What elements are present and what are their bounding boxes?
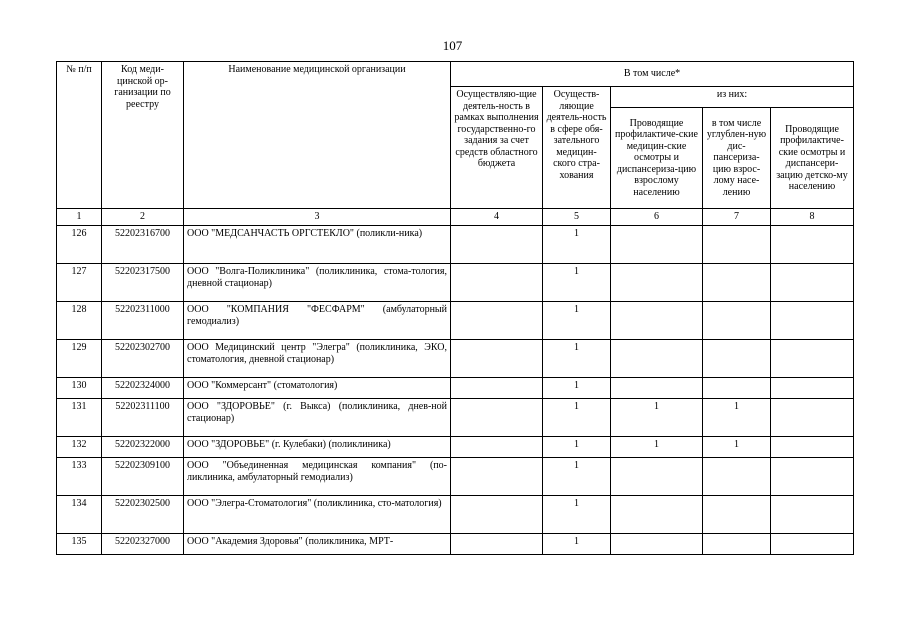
org-name: ООО "Волга-Поликлиника" (поликлиника, стома-тология, дневной стационар) <box>184 264 451 302</box>
cell-child-checkups <box>771 340 854 378</box>
column-number: 1 <box>57 209 102 226</box>
row-number: 131 <box>57 399 102 437</box>
cell-in-depth-checkups <box>703 496 771 534</box>
org-code: 52202311100 <box>102 399 184 437</box>
cell-child-checkups <box>771 496 854 534</box>
cell-adult-checkups <box>611 302 703 340</box>
cell-in-depth-checkups <box>703 264 771 302</box>
table-row <box>57 437 854 458</box>
cell-compulsory-insurance: 1 <box>543 458 611 496</box>
org-code: 52202302700 <box>102 340 184 378</box>
header-org-name: Наименование медицинской организации <box>184 62 451 209</box>
cell-compulsory-insurance: 1 <box>543 534 611 555</box>
cell-adult-checkups <box>611 496 703 534</box>
org-name: ООО Медицинский центр "Элегра" (поликлиника, ЭКО, стоматология, дневной стационар) <box>184 340 451 378</box>
cell-compulsory-insurance: 1 <box>543 302 611 340</box>
table-row <box>57 340 854 378</box>
header-row-number: № п/п <box>57 62 102 209</box>
column-number: 3 <box>184 209 451 226</box>
cell-compulsory-insurance: 1 <box>543 340 611 378</box>
table-row <box>57 226 854 264</box>
row-number: 134 <box>57 496 102 534</box>
org-code: 52202311000 <box>102 302 184 340</box>
cell-regional-budget <box>451 534 543 555</box>
cell-regional-budget <box>451 264 543 302</box>
cell-adult-checkups <box>611 458 703 496</box>
cell-regional-budget <box>451 496 543 534</box>
cell-in-depth-checkups <box>703 226 771 264</box>
cell-in-depth-checkups <box>703 340 771 378</box>
header-regional-budget: Осуществляю-щие деятель-ность в рамках выполнения государственно-го задания за счет средств областного бюджета <box>451 87 543 209</box>
row-number: 135 <box>57 534 102 555</box>
table-row <box>57 496 854 534</box>
org-name: ООО "МЕДСАНЧАСТЬ ОРГСТЕКЛО" (поликли-ника) <box>184 226 451 264</box>
cell-regional-budget <box>451 437 543 458</box>
cell-regional-budget <box>451 399 543 437</box>
header-of-them-group: из них: <box>611 87 854 108</box>
column-number: 6 <box>611 209 703 226</box>
org-code: 52202327000 <box>102 534 184 555</box>
header-child-checkups: Проводящие профилактиче-ские осмотры и диспансери-зацию детско-му населению <box>771 108 854 209</box>
cell-in-depth-checkups <box>703 534 771 555</box>
cell-child-checkups <box>771 399 854 437</box>
cell-adult-checkups <box>611 378 703 399</box>
cell-compulsory-insurance: 1 <box>543 226 611 264</box>
row-number: 133 <box>57 458 102 496</box>
cell-adult-checkups <box>611 264 703 302</box>
org-code: 52202309100 <box>102 458 184 496</box>
cell-compulsory-insurance: 1 <box>543 378 611 399</box>
row-number: 132 <box>57 437 102 458</box>
column-number: 4 <box>451 209 543 226</box>
org-code: 52202322000 <box>102 437 184 458</box>
table-row <box>57 458 854 496</box>
cell-child-checkups <box>771 378 854 399</box>
cell-in-depth-checkups <box>703 458 771 496</box>
cell-in-depth-checkups <box>703 302 771 340</box>
column-number: 8 <box>771 209 854 226</box>
cell-compulsory-insurance: 1 <box>543 399 611 437</box>
header-in-depth-checkups: в том числе углублен-ную дис-пансериза-цию взрос-лому насе-лению <box>703 108 771 209</box>
cell-adult-checkups <box>611 226 703 264</box>
table-row <box>57 264 854 302</box>
column-number: 5 <box>543 209 611 226</box>
cell-adult-checkups: 1 <box>611 399 703 437</box>
table-row <box>57 378 854 399</box>
cell-regional-budget <box>451 226 543 264</box>
row-number: 127 <box>57 264 102 302</box>
organizations-table <box>56 61 854 555</box>
cell-regional-budget <box>451 378 543 399</box>
org-code: 52202316700 <box>102 226 184 264</box>
cell-child-checkups <box>771 264 854 302</box>
table-row <box>57 302 854 340</box>
cell-compulsory-insurance: 1 <box>543 496 611 534</box>
column-numbers-row <box>57 209 854 226</box>
cell-in-depth-checkups: 1 <box>703 399 771 437</box>
org-code: 52202324000 <box>102 378 184 399</box>
cell-adult-checkups: 1 <box>611 437 703 458</box>
column-number: 7 <box>703 209 771 226</box>
cell-child-checkups <box>771 226 854 264</box>
header-adult-checkups: Проводящие профилактиче-ские медицин-ские осмотры и диспансериза-цию взрослому населению <box>611 108 703 209</box>
org-name: ООО "КОМПАНИЯ "ФЕСФАРМ" (амбулаторный гемодиализ) <box>184 302 451 340</box>
cell-in-depth-checkups <box>703 378 771 399</box>
cell-child-checkups <box>771 302 854 340</box>
org-code: 52202302500 <box>102 496 184 534</box>
cell-in-depth-checkups: 1 <box>703 437 771 458</box>
cell-adult-checkups <box>611 340 703 378</box>
org-name: ООО "Академия Здоровья" (поликлиника, МРТ- <box>184 534 451 555</box>
table-body <box>57 226 854 555</box>
page-number: 107 <box>442 38 463 53</box>
org-name: ООО "Элегра-Стоматология" (поликлиника, сто-матология) <box>184 496 451 534</box>
cell-child-checkups <box>771 437 854 458</box>
cell-compulsory-insurance: 1 <box>543 437 611 458</box>
cell-child-checkups <box>771 534 854 555</box>
cell-adult-checkups <box>611 534 703 555</box>
cell-regional-budget <box>451 340 543 378</box>
org-code: 52202317500 <box>102 264 184 302</box>
table-row <box>57 534 854 555</box>
cell-regional-budget <box>451 302 543 340</box>
row-number: 130 <box>57 378 102 399</box>
cell-compulsory-insurance: 1 <box>543 264 611 302</box>
cell-child-checkups <box>771 458 854 496</box>
org-name: ООО "Объединенная медицинская компания" (по-ликлиника, амбулаторный гемодиализ) <box>184 458 451 496</box>
org-name: ООО "ЗДОРОВЬЕ" (г. Выкса) (поликлиника, днев-ной стационар) <box>184 399 451 437</box>
header-compulsory-insurance: Осуществ-ляющие деятель-ность в сфере обя-зательного медицин-ского стра-хования <box>543 87 611 209</box>
row-number: 126 <box>57 226 102 264</box>
header-including-group: В том числе* <box>451 62 854 87</box>
column-number: 2 <box>102 209 184 226</box>
row-number: 129 <box>57 340 102 378</box>
header-org-code: Код меди-цинской ор-ганизации по реестру <box>102 62 184 209</box>
org-name: ООО "ЗДОРОВЬЕ" (г. Кулебаки) (поликлиника) <box>184 437 451 458</box>
org-name: ООО "Коммерсант" (стоматология) <box>184 378 451 399</box>
row-number: 128 <box>57 302 102 340</box>
table-row <box>57 399 854 437</box>
table-header <box>57 62 854 226</box>
cell-regional-budget <box>451 458 543 496</box>
